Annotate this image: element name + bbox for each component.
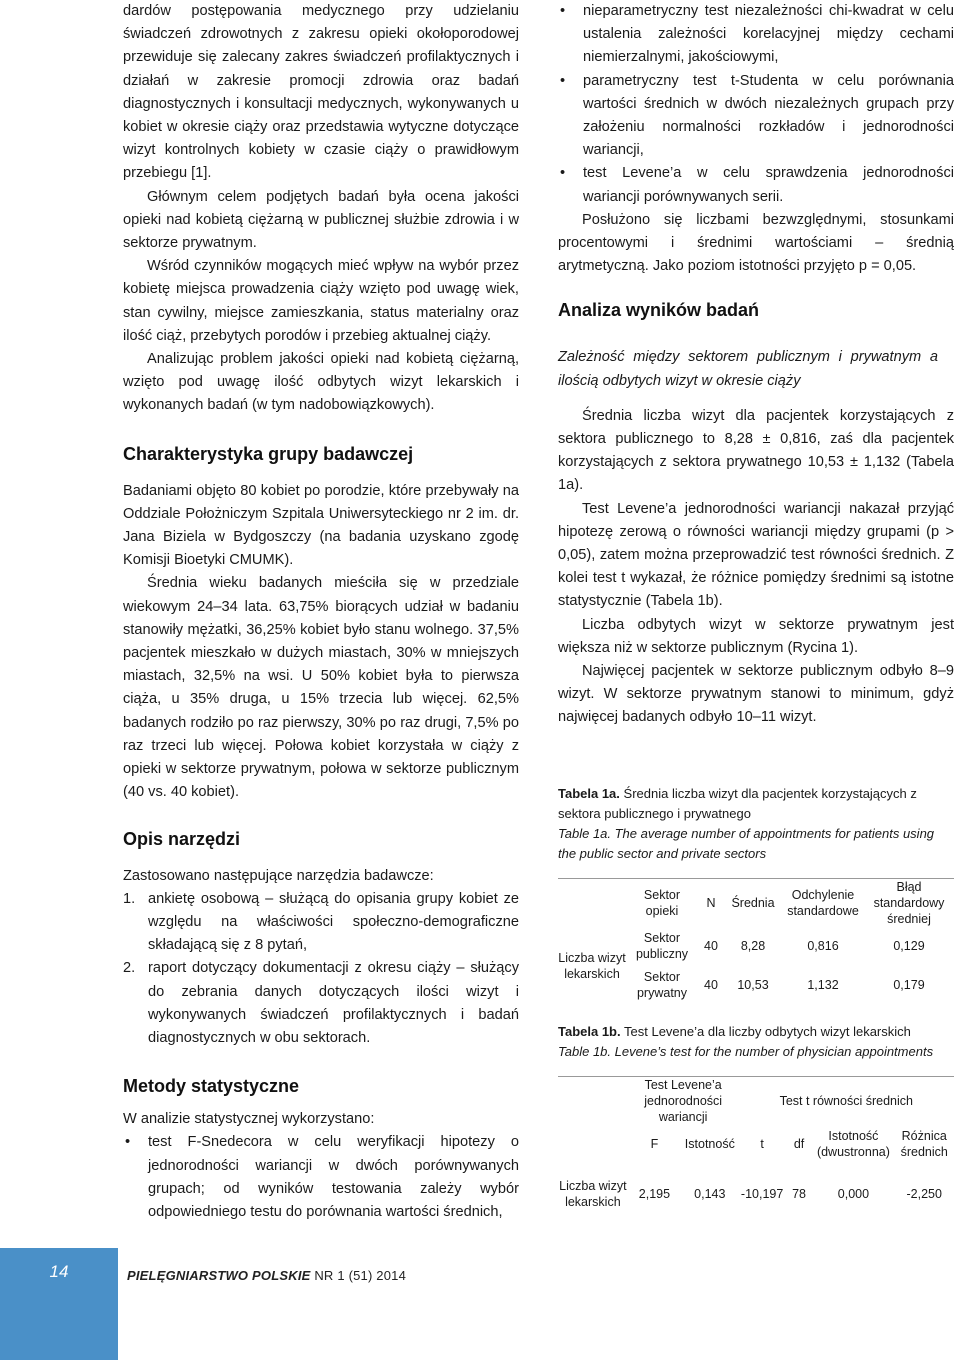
page-number: 14 [49, 1262, 69, 1281]
paragraph: Zastosowano następujące narzędzia badawcze: [123, 867, 434, 884]
paragraph: Średnia wieku badanych mieściła się w przedziale wiekowym 24–34 lata. 63,75% biorących udział w badaniu stanowiły mężatki, 36,25% kobiet było stanu wolnego. 37,5% pacjentek mieszkało w dużych miastach, 30% w mniejszych miastach, 32,5% na wsi. U 50% kobiet była to pierwsza ciąża, u 35% druga, u 15% trzecia lub więcej. 62,5% badanych rodziło po raz pierwszy, 30% po raz drugi, 7,5% po raz trzeci lub więcej. Połowa kobiet korzystała w ciąży z opieki w sektorze prywatnym, połowa w sektorze publicznym (40 vs. 40 kobiet). [123, 575, 519, 801]
table-1b [558, 1076, 954, 1225]
table-cell: 0,000 [837, 1187, 870, 1201]
section-heading: Metody statystyczne [123, 1076, 300, 1097]
paragraph: Najwięcej pacjentek w sektorze publicznym odbyło 8–9 wizyt. W sektorze prywatnym stanowi to minimum, gdyż najwięcej badanych odbyło 10–11 wizyt. [558, 663, 954, 726]
list-number: 1. [123, 890, 136, 907]
paragraph: Test Levene’a jednorodności wariancji nakazał przyjąć hipotezę zerową o równości wariancji między grupami (p > 0,05), zatem można przeprowadzić test równości średnich. Z kolei test t wykazał, że różnice pomiędzy średnimi są istotne statystycznie (Tabela 1b). [558, 500, 954, 610]
table-cell: 1,132 [807, 978, 839, 992]
table-1b-caption [558, 1022, 954, 1062]
journal-title: PIELĘGNIARSTWO POLSKIE [127, 1268, 311, 1283]
table-cell: 40 [704, 978, 718, 992]
paragraph: Głównym celem podjętych badań była ocena jakości opieki nad kobietą ciężarną w publicznej służbie zdrowia i w sektorze prywatnym. [123, 188, 519, 252]
right-column [558, 0, 954, 730]
list-number: 2. [123, 960, 136, 977]
table-header: Istotność [684, 1137, 735, 1151]
paragraph: Liczba odbytych wizyt w sektorze prywatnym jest większa niż w sektorze publicznym (Rycina 1). [558, 616, 954, 656]
caption-text: Test Levene’a dla liczby odbytych wizyt lekarskich [624, 1024, 911, 1039]
journal-issue: NR 1 (51) 2014 [314, 1268, 407, 1283]
table-row [558, 1163, 954, 1225]
list-item [123, 957, 519, 1050]
table-header: Średnia [731, 896, 775, 910]
paragraph: Średnia liczba wizyt dla pacjentek korzystających z sektora publicznego to 8,28 ± 0,816, zaś dla pacjentek korzystających z sektora prywatnego 10,53 ± 1,132 (Tabela 1a). [558, 407, 954, 494]
table-header: Różnica średnich [900, 1129, 948, 1159]
table-cell: -2,250 [906, 1187, 942, 1201]
table-cell: Sektor publiczny [635, 931, 689, 961]
paragraph: dardów postępowania medycznego przy udzielaniu świadczeń zdrowotnych z zakresu opieki okołoporodowej przewiduje się zalecany zakres świadczeń profilaktycznych i działań w zakresie promocji zdrowia oraz badań diagnostycznych i konsultacji medycznych, wykonywanych u kobiet w okresie ciąży oraz przedstawia wytyczne dotyczące wizyt kontrolnych kobiety w czasie ciąży o prawidłowym przebiegu [1]. [123, 3, 519, 182]
table-cell: 0,179 [893, 978, 925, 992]
table-1a [558, 878, 954, 1005]
table-group-header: Test Levene’a jednorodności wariancji [644, 1078, 723, 1124]
table-header: Błąd standardowy średniej [873, 880, 945, 926]
section-heading: Charakterystyka grupy badawczej [123, 443, 414, 464]
subsection-heading: Zależność między sektorem publicznym i prywatnym a ilością odbytych wizyt w okresie ciąży [558, 349, 938, 389]
journal-footer [127, 1268, 406, 1283]
bullet-item: • nieparametryczny test niezależności chi-kwadrat w celu ustalenia zależności korelacyjnej między cechami niemierzalnymi, jakościowymi, [558, 0, 954, 70]
table-cell: 8,28 [740, 939, 766, 953]
paragraph: W analizie statystycznej wykorzystano: [123, 1111, 375, 1128]
list-item-text: ankietę osobową – służącą do opisania grupy kobiet ze względu na właściwości społeczno-demograficzne składającą się z 8 pytań, [148, 890, 519, 954]
left-column [123, 0, 519, 1224]
table-cell: 2,195 [638, 1187, 671, 1201]
caption-english: Table 1b. Levene’s test for the number of physician appointments [558, 1044, 934, 1059]
table-header: Sektor opieki [643, 888, 681, 918]
row-label: Liczba wizyt lekarskich [559, 1179, 627, 1209]
section-heading: Opis narzędzi [123, 828, 241, 849]
bullet-item: • parametryczny test t-Studenta w celu porównania wartości średnich w dwóch niezależnych grupach przy założeniu normalności rozkładów i jednorodności wariancji, [558, 70, 954, 163]
table-cell: 40 [704, 939, 718, 953]
table-header: Odchylenie standardowe [787, 888, 859, 918]
table-cell: 78 [792, 1187, 806, 1201]
bullet-item: • test F-Snedecora w celu weryfikacji hipotezy o jednorodności wariancji w dwóch porównywanych grupach; od wyników testowania zależy wybór odpowiedniego testu do porównania wartości średnich, [123, 1131, 519, 1224]
table-header: df [793, 1137, 805, 1151]
table-cell: 10,53 [737, 978, 769, 992]
list-item-text: raport dotyczący dokumentacji z okresu ciąży – służący do zebrania danych dotyczących ilości wizyt i wykonywanych świadczeń profilaktycznych i badań diagnostycznych w obu sektorach. [148, 960, 519, 1046]
table-header: F [650, 1137, 659, 1151]
paragraph: Wśród czynników mogących mieć wpływ na wybór przez kobietę miejsca prowadzenia ciąży wzięto pod uwagę wiek, stan cywilny, miejsce zamieszkania, status materialny oraz ilość ciąż, przebytych porodów i przebieg aktualnej ciąży. [123, 258, 519, 344]
table-cell: 0,143 [694, 1187, 726, 1201]
bullet-item: • test Levene’a w celu sprawdzenia jednorodności wariancji porównywanych serii. [558, 162, 954, 208]
caption-english: Table 1a. The average number of appointments for patients using the public sector and private sectors [558, 826, 935, 861]
table-header: N [706, 896, 716, 910]
table-row [558, 927, 954, 965]
section-heading: Analiza wyników badań [558, 300, 760, 321]
list-item [123, 888, 519, 958]
table-cell: -10,197 [740, 1187, 784, 1201]
table-header: Istotność (dwustronna) [816, 1129, 890, 1159]
caption-text: Średnia liczba wizyt dla pacjentek korzystających z sektora publicznego i prywatnego [558, 786, 917, 821]
caption-label: Tabela 1a. [558, 786, 620, 801]
paragraph: Badaniami objęto 80 kobiet po porodzie, które przebywały na Oddziale Położniczym Szpitala Uniwersyteckiego nr 2 im. dr. Jana Biziela w Bydgoszczy (na badania uzyskano zgodę Komisji Bioetyki CMUMK). [123, 482, 519, 569]
row-label: Liczba wizyt lekarskich [558, 951, 626, 981]
paragraph: Posłużono się liczbami bezwzględnymi, stosunkami procentowymi i średnimi wartościami – średnią arytmetyczną. Jako poziom istotności przyjęto p = 0,05. [558, 211, 954, 275]
caption-label: Tabela 1b. [558, 1024, 621, 1039]
table-cell: Sektor prywatny [636, 970, 688, 1000]
table-cell: 0,129 [893, 939, 925, 953]
paragraph: Analizując problem jakości opieki nad kobietą ciężarną, wzięto pod uwagę ilość odbytych wizyt lekarskich i wykonanych badań (w tym nadobowiązkowych). [123, 351, 519, 414]
table-group-header: Test t równości średnich [779, 1094, 913, 1108]
table-cell: 0,816 [807, 939, 839, 953]
table-1a-caption [558, 784, 954, 864]
table-header: t [760, 1137, 764, 1151]
